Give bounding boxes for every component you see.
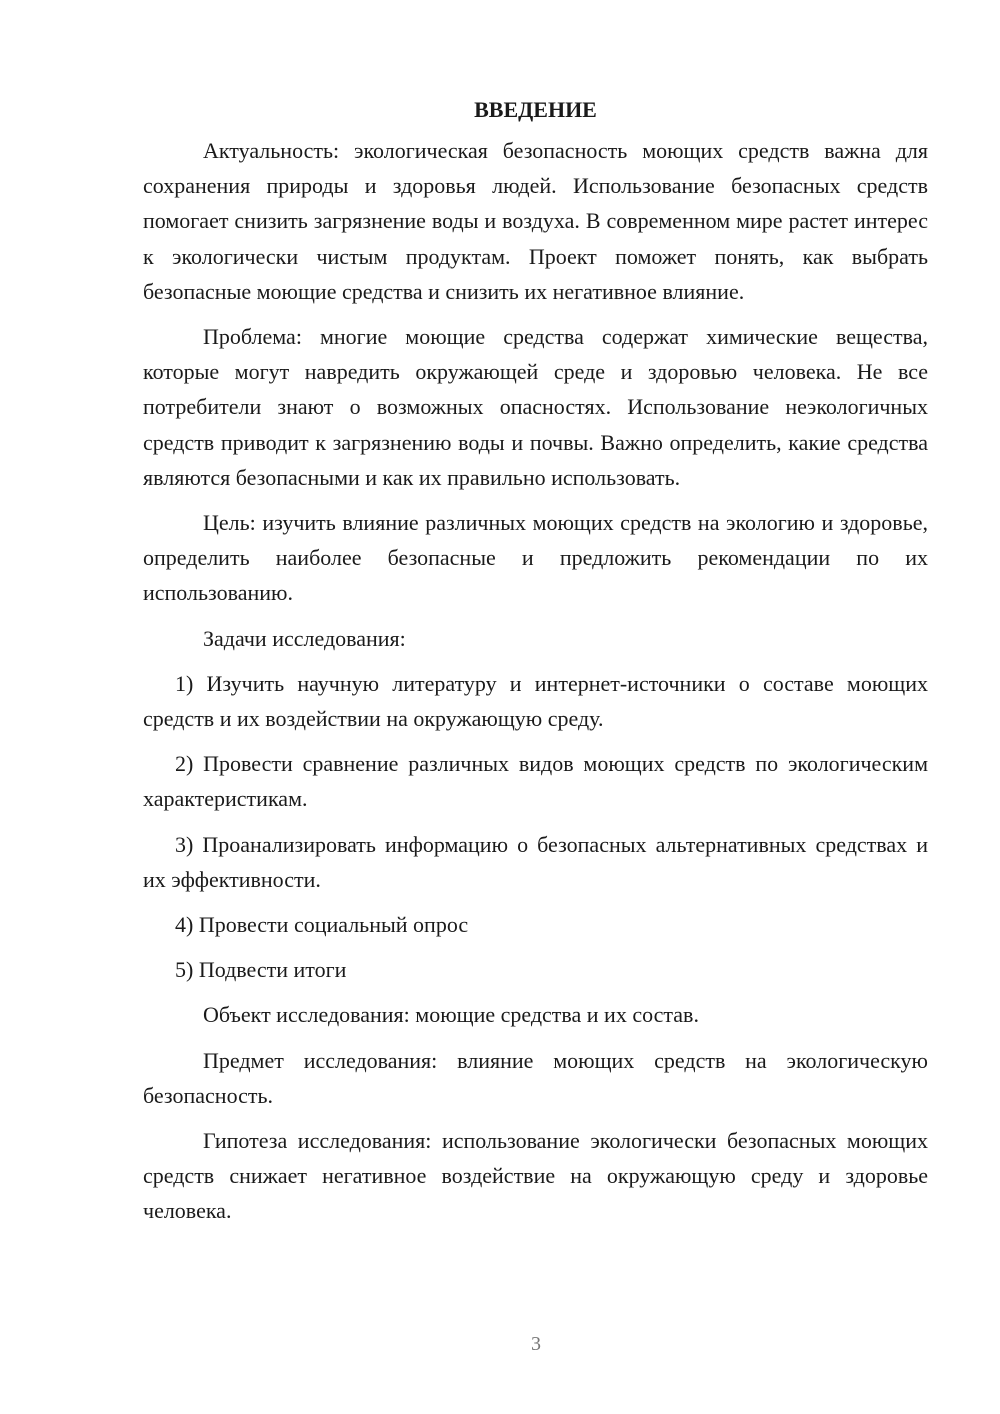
- task-item-3: 3) Проанализировать информацию о безопасных альтернативных средствах и их эффективности.: [143, 831, 928, 892]
- task-item-4: 4) Провести социальный опрос: [175, 912, 469, 938]
- paragraph-problem: Проблема: многие моющие средства содержат химические вещества, которые могут навредить окружающей среде и здоровью человека. Не все потребители знают о возможных опасностях. Использование неэкологичных средств приводит к загрязнению воды и почвы. Важно определить, какие средства являются безопасными и как их правильно использовать.: [143, 324, 928, 490]
- document-page: [143, 92, 928, 1229]
- paragraph-relevance: Актуальность: экологическая безопасность моющих средств важна для сохранения природы и здоровья людей. Использование безопасных средств помогает снизить загрязнение воды и воздуха. В современном мире растет интерес к экологически чистым продуктам. Проект поможет понять, как выбрать безопасные моющие средства и снизить их негативное влияние.: [143, 138, 928, 304]
- task-item-5: 5) Подвести итоги: [175, 957, 347, 983]
- page-number: 3: [531, 1333, 541, 1355]
- paragraph-subject: Предмет исследования: влияние моющих средств на экологическую безопасность.: [143, 1047, 928, 1108]
- task-item-2: 2) Провести сравнение различных видов моющих средств по экологическим характеристикам.: [143, 751, 928, 812]
- tasks-heading: Задачи исследования:: [203, 625, 406, 651]
- paragraph-goal: Цель: изучить влияние различных моющих средств на экологию и здоровье, определить наиболее безопасные и предложить рекомендации по их использованию.: [143, 510, 928, 606]
- paragraph-object: Объект исследования: моющие средства и их состав.: [203, 1002, 699, 1028]
- task-item-1: 1) Изучить научную литературу и интернет-источники о составе моющих средств и их воздействии на окружающую среду.: [143, 670, 928, 732]
- paragraph-hypothesis: Гипотеза исследования: использование экологически безопасных моющих средств снижает негативное воздействие на окружающую среду и здоровье человека.: [143, 1128, 928, 1224]
- section-title: ВВЕДЕНИЕ: [474, 97, 597, 122]
